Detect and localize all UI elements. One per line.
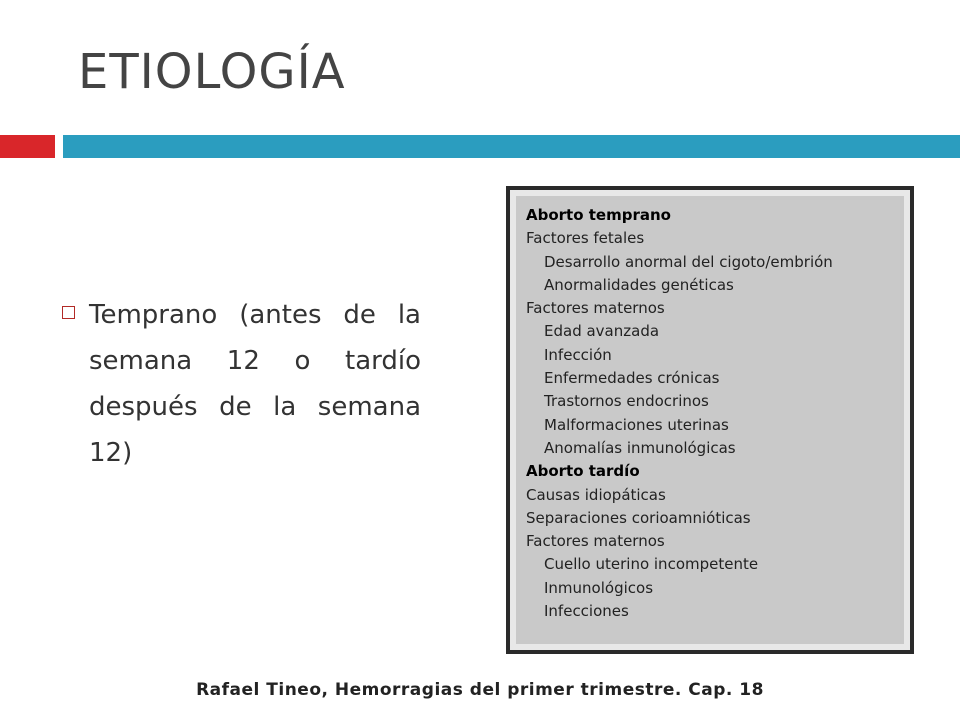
- table-row: Factores fetales: [526, 229, 645, 248]
- bullet-list: [62, 292, 422, 476]
- accent-bar-red: [0, 135, 55, 158]
- table-row: Edad avanzada: [544, 322, 660, 341]
- table-row: Enfermedades crónicas: [544, 369, 720, 388]
- table-row: Factores maternos: [526, 299, 665, 318]
- source-caption: Rafael Tineo, Hemorragias del primer trimestre. Cap. 18: [196, 680, 764, 700]
- table-row: Desarrollo anormal del cigoto/embrión: [544, 252, 833, 271]
- table-row: Infecciones: [544, 602, 629, 621]
- table-row: Anormalidades genéticas: [544, 275, 734, 294]
- etiology-table: [516, 196, 904, 644]
- table-row: Factores maternos: [526, 532, 665, 551]
- table-row: Malformaciones uterinas: [544, 415, 729, 434]
- table-row: Inmunológicos: [544, 578, 654, 597]
- etiology-table-image: [506, 186, 914, 654]
- table-row: Infección: [544, 345, 612, 364]
- table-section-heading: Aborto temprano: [526, 206, 671, 224]
- slide-title: ETIOLOGÍA: [78, 44, 346, 100]
- table-row: Separaciones corioamnióticas: [526, 508, 751, 527]
- accent-bar-blue: [63, 135, 960, 158]
- table-row: Anomalías inmunológicas: [544, 438, 736, 457]
- table-row: Cuello uterino incompetente: [544, 555, 759, 574]
- table-row: Trastornos endocrinos: [544, 392, 709, 411]
- table-section-heading: Aborto tardío: [526, 462, 640, 481]
- bullet-text: Temprano (antes de la semana 12 o tardío después de la semana 12): [89, 300, 421, 468]
- table-row: Causas idiopáticas: [526, 485, 666, 504]
- square-bullet-icon: [62, 306, 75, 319]
